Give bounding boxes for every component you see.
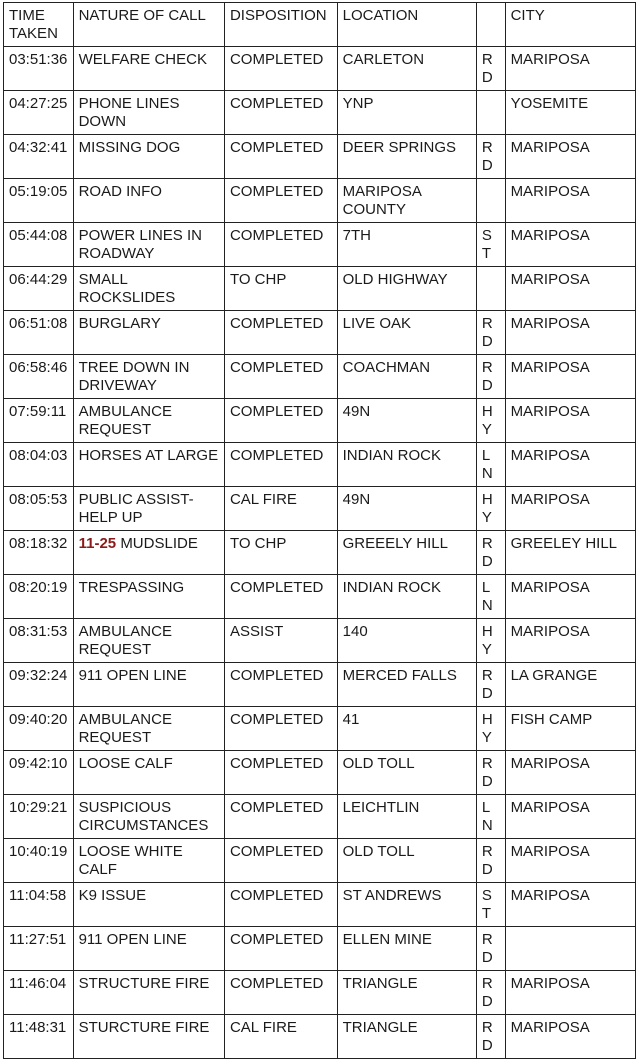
nature-text: TREE DOWN IN DRIVEWAY: [78, 359, 190, 394]
time-cell: 04:32:41: [4, 135, 74, 179]
city-cell: YOSEMITE: [505, 91, 635, 135]
suffix-cell: RD: [476, 663, 505, 707]
location-cell: 41: [337, 707, 476, 751]
disposition-cell: TO CHP: [224, 267, 337, 311]
nature-cell: [73, 399, 224, 443]
suffix-cell: RD: [476, 839, 505, 883]
location-cell: INDIAN ROCK: [337, 575, 476, 619]
nature-text: AMBULANCE REQUEST: [78, 623, 172, 658]
table-row: [4, 1015, 636, 1059]
call-log-table: [3, 2, 636, 1059]
suffix-cell: RD: [476, 135, 505, 179]
nature-text: LOOSE CALF: [78, 755, 173, 772]
location-cell: OLD HIGHWAY: [337, 267, 476, 311]
suffix-cell: LN: [476, 795, 505, 839]
nature-cell: [73, 267, 224, 311]
suffix-cell: HY: [476, 487, 505, 531]
disposition-cell: COMPLETED: [224, 135, 337, 179]
location-cell: OLD TOLL: [337, 751, 476, 795]
suffix-cell: HY: [476, 707, 505, 751]
time-cell: 10:40:19: [4, 839, 74, 883]
disposition-cell: COMPLETED: [224, 795, 337, 839]
city-cell: MARIPOSA: [505, 795, 635, 839]
location-cell: 49N: [337, 487, 476, 531]
location-cell: MARIPOSA COUNTY: [337, 179, 476, 223]
nature-text: SMALL ROCKSLIDES: [78, 271, 176, 306]
disposition-cell: COMPLETED: [224, 179, 337, 223]
location-cell: CARLETON: [337, 47, 476, 91]
time-cell: 05:44:08: [4, 223, 74, 267]
nature-text: K9 ISSUE: [78, 887, 147, 904]
time-cell: 08:18:32: [4, 531, 74, 575]
city-cell: FISH CAMP: [505, 707, 635, 751]
suffix-cell: RD: [476, 751, 505, 795]
table-row: [4, 531, 636, 575]
disposition-cell: COMPLETED: [224, 91, 337, 135]
time-cell: 11:27:51: [4, 927, 74, 971]
suffix-cell: HY: [476, 619, 505, 663]
suffix-cell: [476, 267, 505, 311]
city-cell: MARIPOSA: [505, 267, 635, 311]
suffix-cell: RD: [476, 311, 505, 355]
location-cell: 140: [337, 619, 476, 663]
nature-cell: [73, 883, 224, 927]
city-cell: MARIPOSA: [505, 575, 635, 619]
suffix-cell: RD: [476, 47, 505, 91]
location-cell: DEER SPRINGS: [337, 135, 476, 179]
header-nature: NATURE OF CALL: [73, 3, 224, 47]
suffix-cell: [476, 91, 505, 135]
table-row: [4, 619, 636, 663]
nature-cell: [73, 443, 224, 487]
city-cell: MARIPOSA: [505, 971, 635, 1015]
suffix-cell: HY: [476, 399, 505, 443]
nature-cell: [73, 311, 224, 355]
table-row: [4, 179, 636, 223]
nature-text: PHONE LINES DOWN: [78, 95, 180, 130]
city-cell: MARIPOSA: [505, 883, 635, 927]
city-cell: MARIPOSA: [505, 355, 635, 399]
table-row: [4, 795, 636, 839]
city-cell: MARIPOSA: [505, 751, 635, 795]
table-row: [4, 91, 636, 135]
nature-cell: [73, 135, 224, 179]
disposition-cell: CAL FIRE: [224, 487, 337, 531]
disposition-cell: COMPLETED: [224, 971, 337, 1015]
nature-text: TRESPASSING: [78, 579, 185, 596]
suffix-cell: LN: [476, 443, 505, 487]
nature-text: PUBLIC ASSIST-HELP UP: [78, 491, 194, 526]
disposition-cell: COMPLETED: [224, 399, 337, 443]
time-cell: 05:19:05: [4, 179, 74, 223]
nature-cell: [73, 179, 224, 223]
time-cell: 06:51:08: [4, 311, 74, 355]
table-row: [4, 971, 636, 1015]
header-city: CITY: [505, 3, 635, 47]
table-row: [4, 355, 636, 399]
location-cell: 49N: [337, 399, 476, 443]
city-cell: MARIPOSA: [505, 135, 635, 179]
header-row: [4, 3, 636, 47]
disposition-cell: COMPLETED: [224, 47, 337, 91]
nature-cell: [73, 971, 224, 1015]
disposition-cell: CAL FIRE: [224, 1015, 337, 1059]
disposition-cell: COMPLETED: [224, 355, 337, 399]
time-cell: 08:20:19: [4, 575, 74, 619]
nature-text: 911 OPEN LINE: [78, 667, 187, 684]
time-cell: 11:46:04: [4, 971, 74, 1015]
table-row: [4, 707, 636, 751]
time-cell: 09:40:20: [4, 707, 74, 751]
nature-cell: [73, 795, 224, 839]
time-cell: 11:48:31: [4, 1015, 74, 1059]
location-cell: GREEELY HILL: [337, 531, 476, 575]
suffix-cell: RD: [476, 355, 505, 399]
nature-cell: [73, 707, 224, 751]
nature-text: HORSES AT LARGE: [78, 447, 219, 464]
nature-cell: [73, 619, 224, 663]
table-row: [4, 399, 636, 443]
location-cell: INDIAN ROCK: [337, 443, 476, 487]
location-cell: YNP: [337, 91, 476, 135]
nature-cell: [73, 575, 224, 619]
nature-cell: [73, 839, 224, 883]
table-row: [4, 883, 636, 927]
nature-text: MUDSLIDE: [120, 535, 198, 552]
table-row: [4, 223, 636, 267]
location-cell: LIVE OAK: [337, 311, 476, 355]
disposition-cell: COMPLETED: [224, 927, 337, 971]
location-cell: TRIANGLE: [337, 1015, 476, 1059]
city-cell: MARIPOSA: [505, 619, 635, 663]
table-row: [4, 839, 636, 883]
header-suffix: [476, 3, 505, 47]
table-row: [4, 487, 636, 531]
nature-cell: [73, 531, 224, 575]
disposition-cell: COMPLETED: [224, 707, 337, 751]
location-cell: MERCED FALLS: [337, 663, 476, 707]
time-cell: 08:04:03: [4, 443, 74, 487]
suffix-cell: ST: [476, 223, 505, 267]
disposition-cell: COMPLETED: [224, 751, 337, 795]
table-row: [4, 267, 636, 311]
nature-text: BURGLARY: [78, 315, 161, 332]
nature-cell: [73, 487, 224, 531]
nature-text: LOOSE WHITE CALF: [78, 843, 183, 878]
city-cell: MARIPOSA: [505, 179, 635, 223]
table-row: [4, 135, 636, 179]
nature-text: STURCTURE FIRE: [78, 1019, 210, 1036]
time-cell: 06:44:29: [4, 267, 74, 311]
table-row: [4, 443, 636, 487]
city-cell: [505, 927, 635, 971]
time-cell: 08:31:53: [4, 619, 74, 663]
city-cell: GREELEY HILL: [505, 531, 635, 575]
table-row: [4, 575, 636, 619]
header-disposition: DISPOSITION: [224, 3, 337, 47]
time-cell: 09:42:10: [4, 751, 74, 795]
suffix-cell: RD: [476, 927, 505, 971]
suffix-cell: ST: [476, 883, 505, 927]
suffix-cell: RD: [476, 971, 505, 1015]
table-row: [4, 311, 636, 355]
table-row: [4, 751, 636, 795]
suffix-cell: LN: [476, 575, 505, 619]
nature-text: SUSPICIOUS CIRCUMSTANCES: [78, 799, 209, 834]
nature-text: AMBULANCE REQUEST: [78, 403, 172, 438]
location-cell: TRIANGLE: [337, 971, 476, 1015]
nature-text: 911 OPEN LINE: [78, 931, 187, 948]
nature-cell: [73, 927, 224, 971]
city-cell: MARIPOSA: [505, 223, 635, 267]
nature-cell: [73, 91, 224, 135]
disposition-cell: COMPLETED: [224, 663, 337, 707]
location-cell: COACHMAN: [337, 355, 476, 399]
city-cell: MARIPOSA: [505, 47, 635, 91]
disposition-cell: COMPLETED: [224, 575, 337, 619]
disposition-cell: ASSIST: [224, 619, 337, 663]
table-row: [4, 47, 636, 91]
nature-cell: [73, 1015, 224, 1059]
disposition-cell: TO CHP: [224, 531, 337, 575]
city-cell: MARIPOSA: [505, 399, 635, 443]
time-cell: 11:04:58: [4, 883, 74, 927]
header-time: TIME TAKEN: [4, 3, 74, 47]
nature-text: MISSING DOG: [78, 139, 181, 156]
time-cell: 10:29:21: [4, 795, 74, 839]
nature-text: WELFARE CHECK: [78, 51, 207, 68]
table-row: [4, 927, 636, 971]
nature-text: POWER LINES IN ROADWAY: [78, 227, 202, 262]
location-cell: 7TH: [337, 223, 476, 267]
location-cell: ELLEN MINE: [337, 927, 476, 971]
nature-cell: [73, 355, 224, 399]
time-cell: 03:51:36: [4, 47, 74, 91]
time-cell: 08:05:53: [4, 487, 74, 531]
nature-cell: [73, 663, 224, 707]
location-cell: ST ANDREWS: [337, 883, 476, 927]
city-cell: LA GRANGE: [505, 663, 635, 707]
nature-cell: [73, 223, 224, 267]
suffix-cell: RD: [476, 1015, 505, 1059]
city-cell: MARIPOSA: [505, 487, 635, 531]
disposition-cell: COMPLETED: [224, 311, 337, 355]
city-cell: MARIPOSA: [505, 1015, 635, 1059]
city-cell: MARIPOSA: [505, 311, 635, 355]
time-cell: 07:59:11: [4, 399, 74, 443]
disposition-cell: COMPLETED: [224, 839, 337, 883]
call-code: 11-25: [78, 535, 117, 552]
disposition-cell: COMPLETED: [224, 883, 337, 927]
city-cell: MARIPOSA: [505, 839, 635, 883]
suffix-cell: RD: [476, 531, 505, 575]
time-cell: 06:58:46: [4, 355, 74, 399]
header-location: LOCATION: [337, 3, 476, 47]
call-log-body: [4, 47, 636, 1059]
nature-text: AMBULANCE REQUEST: [78, 711, 172, 746]
disposition-cell: COMPLETED: [224, 223, 337, 267]
location-cell: LEICHTLIN: [337, 795, 476, 839]
time-cell: 04:27:25: [4, 91, 74, 135]
nature-cell: [73, 751, 224, 795]
city-cell: MARIPOSA: [505, 443, 635, 487]
nature-cell: [73, 47, 224, 91]
time-cell: 09:32:24: [4, 663, 74, 707]
suffix-cell: [476, 179, 505, 223]
location-cell: OLD TOLL: [337, 839, 476, 883]
nature-text: STRUCTURE FIRE: [78, 975, 210, 992]
nature-text: ROAD INFO: [78, 183, 162, 200]
disposition-cell: COMPLETED: [224, 443, 337, 487]
table-row: [4, 663, 636, 707]
